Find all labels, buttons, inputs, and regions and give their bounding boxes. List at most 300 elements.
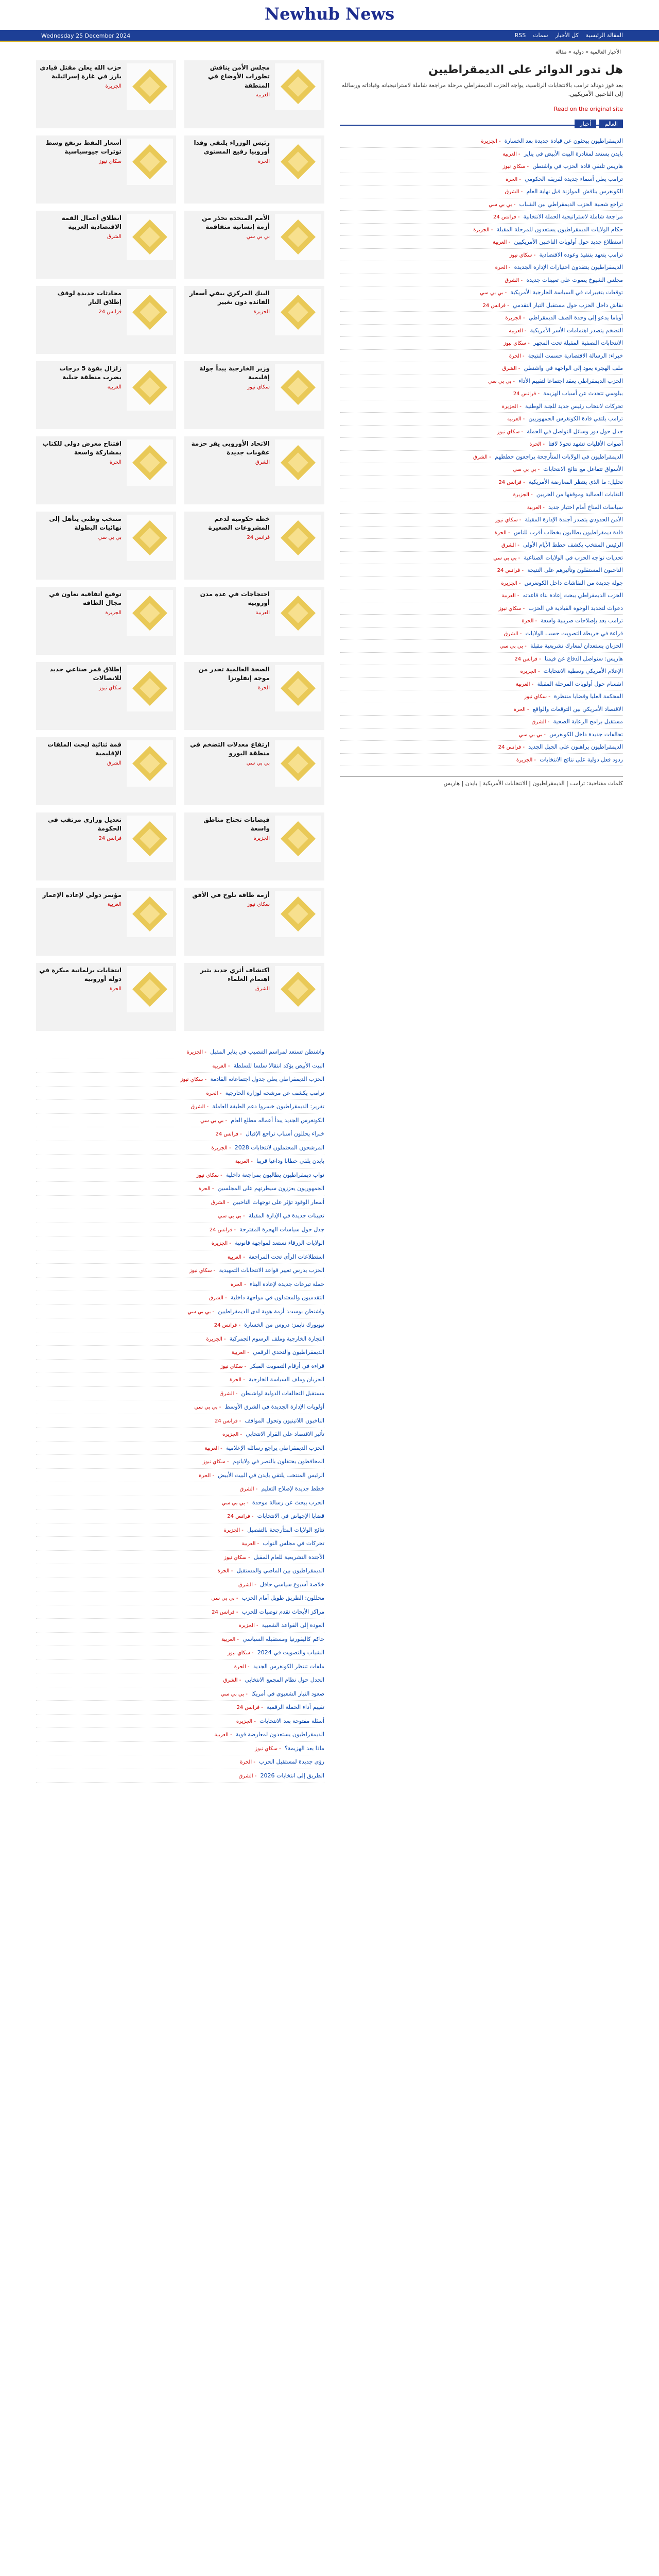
list-item xyxy=(340,615,623,628)
news-card[interactable] xyxy=(184,436,324,504)
card-title[interactable]: أزمة طاقة تلوح في الأفق xyxy=(192,891,270,899)
card-thumbnail xyxy=(127,515,173,561)
placeholder-logo-icon xyxy=(132,520,167,555)
nav-link[interactable]: RSS xyxy=(514,32,526,39)
story-source: - الجزيرة xyxy=(501,580,523,586)
story-link[interactable]: صعود التيار الشعبوي في أمريكا xyxy=(251,1690,324,1697)
story-source: - العربية xyxy=(501,593,521,599)
list-item xyxy=(340,286,623,299)
story-link[interactable]: الجدل حول نظام المجمع الانتخابي xyxy=(245,1676,324,1683)
card-title[interactable]: خطة حكومية لدعم المشروعات الصغيرة xyxy=(208,515,270,532)
story-link[interactable]: الرئيس المنتخب يكشف خطط الأيام الأولى xyxy=(523,541,623,548)
card-title[interactable]: احتجاجات في عدة مدن أوروبية xyxy=(200,590,270,607)
card-thumbnail xyxy=(127,665,173,711)
story-link[interactable]: المرشحون المحتملون لانتخابات 2028 xyxy=(234,1144,324,1151)
story-source: - الشرق xyxy=(238,1582,258,1588)
news-card[interactable] xyxy=(184,211,324,279)
list-item xyxy=(36,1673,324,1687)
story-link[interactable]: سياسات المناخ أمام اختبار جديد xyxy=(548,503,623,511)
story-link[interactable]: واشنطن تستعد لمراسم التنصيب في يناير المقبل xyxy=(210,1048,324,1055)
story-source: - الجزيرة xyxy=(206,1336,228,1342)
story-link[interactable]: الديمقراطيون ينتقدون اختيارات الإدارة الجديدة xyxy=(514,264,623,270)
story-link[interactable]: الاقتصاد الأمريكي بين التوقعات والواقع xyxy=(532,705,623,713)
card-source: الحرة xyxy=(257,158,270,164)
card-source: العربية xyxy=(107,902,122,908)
list-item xyxy=(340,362,623,375)
story-source: - الشرق xyxy=(531,719,551,725)
story-link[interactable]: خطط جديدة لإصلاح التعليم xyxy=(261,1485,324,1492)
story-source: - فرانس 24 xyxy=(498,479,527,485)
story-link[interactable]: الكونغرس الجديد يبدأ أعماله مطلع العام xyxy=(231,1116,324,1124)
story-link[interactable]: الأسواق تتفاعل مع نتائج الانتخابات xyxy=(543,466,623,472)
card-source: بي بي سي xyxy=(246,760,270,766)
news-card[interactable] xyxy=(36,60,176,128)
story-link[interactable]: مراكز الأبحاث تقدم توصيات للحزب xyxy=(241,1608,324,1615)
story-source: - فرانس 24 xyxy=(513,391,542,397)
card-source: الجزيرة xyxy=(253,309,270,315)
list-item xyxy=(340,476,623,489)
story-source: - الجزيرة xyxy=(238,1623,260,1629)
story-link[interactable]: تحليل: ما الذي ينتظر المعارضة الأمريكية xyxy=(528,478,623,485)
story-link[interactable]: تحالفات جديدة داخل الكونغرس xyxy=(549,731,623,738)
story-source: - العربية xyxy=(231,1350,251,1355)
nav-link[interactable]: سمات xyxy=(533,32,548,39)
story-source: - الجزيرة xyxy=(481,139,502,144)
story-link[interactable]: تحركات في مجلس النواب xyxy=(263,1540,324,1547)
original-link[interactable]: Read on the original site xyxy=(553,106,623,112)
tab[interactable]: العالم xyxy=(599,120,623,128)
news-card[interactable] xyxy=(36,587,176,655)
news-card[interactable] xyxy=(184,812,324,880)
story-link[interactable]: هاريس: سنواصل الدفاع عن قيمنا xyxy=(544,655,623,662)
card-title[interactable]: وزير الخارجية يبدأ جولة إقليمية xyxy=(199,365,270,381)
list-item xyxy=(340,236,623,249)
card-title[interactable]: أسعار النفط ترتفع وسط توترات جيوسياسية xyxy=(45,139,122,156)
card-title[interactable]: حزب الله يعلن مقتل قيادي بارز في غارة إسرائيلية xyxy=(40,64,122,80)
story-source: - سكاي نيوز xyxy=(495,517,523,523)
story-link[interactable]: الديمقراطيون والتحدي الرقمي xyxy=(253,1349,324,1355)
story-source: - الشرق xyxy=(238,1773,258,1779)
story-source: - الشرق xyxy=(190,1104,211,1110)
list-item xyxy=(340,261,623,274)
news-card[interactable] xyxy=(36,135,176,204)
story-link[interactable]: حكام الولايات الديمقراطيون يستعدون للمرحلة المقبلة xyxy=(496,226,623,233)
story-source: - فرانس 24 xyxy=(498,744,527,750)
card-title[interactable]: الاتحاد الأوروبي يقر حزمة عقوبات جديدة xyxy=(191,440,270,456)
story-source: - الجزيرة xyxy=(211,1241,233,1246)
story-link[interactable]: توقعات بتغييرات في السياسة الخارجية الأمريكية xyxy=(510,289,623,296)
story-link[interactable]: الرئيس المنتخب يلتقي بايدن في البيت الأبيض xyxy=(218,1471,324,1479)
list-item xyxy=(340,148,623,161)
story-link[interactable]: تقرير: الديمقراطيون خسروا دعم الطبقة العاملة xyxy=(212,1103,324,1110)
card-source: سكاي نيوز xyxy=(247,384,270,390)
card-title[interactable]: زلزال بقوة 5 درجات يضرب منطقة جبلية xyxy=(59,365,122,381)
list-item xyxy=(36,1209,324,1223)
story-link[interactable]: نيويورك تايمز: دروس من الخسارة xyxy=(244,1321,324,1328)
story-link[interactable]: الأجندة التشريعية للعام المقبل xyxy=(253,1553,324,1561)
story-source: - العربية xyxy=(527,504,546,511)
story-link[interactable]: قضايا الإجهاض في الانتخابات xyxy=(257,1513,324,1519)
story-link[interactable]: الحزب الديمقراطي يعقد اجتماعا لتقييم الأداء xyxy=(518,377,623,384)
news-card[interactable] xyxy=(36,737,176,805)
card-title[interactable]: الأمم المتحدة تحذر من أزمة إنسانية متفاقمة xyxy=(202,214,270,231)
story-source: - الجزيرة xyxy=(222,1432,244,1437)
story-link[interactable]: الأمن الحدودي يتصدر أجندة الإدارة المقبلة xyxy=(525,516,623,523)
list-item xyxy=(340,678,623,691)
story-link[interactable]: أصوات الأقليات تشهد تحولا لافتا xyxy=(548,440,623,447)
story-link[interactable]: هاريس تلتقي قادة الحزب في واشنطن xyxy=(532,163,623,170)
card-title[interactable]: محادثات جديدة لوقف إطلاق النار xyxy=(57,290,122,306)
story-link[interactable]: انقسام حول أولويات المرحلة المقبلة xyxy=(537,680,623,687)
story-link[interactable]: تقييم أداء الحملة الرقمية xyxy=(267,1704,324,1710)
story-link[interactable]: الديمقراطيون بين الماضي والمستقبل xyxy=(236,1567,324,1574)
story-link[interactable]: الانتخابات النصفية المقبلة تحت المجهر xyxy=(533,340,623,346)
header xyxy=(0,0,659,30)
list-item xyxy=(340,754,623,767)
story-link[interactable]: الناخبون المستقلون وتأثيرهم على النتيجة xyxy=(527,567,623,573)
story-source: - فرانس 24 xyxy=(497,568,526,573)
story-source: - العربية xyxy=(507,416,527,422)
story-link[interactable]: مستقبل برامج الرعاية الصحية xyxy=(553,718,623,725)
story-source: - الحرة xyxy=(494,530,512,536)
list-item xyxy=(340,552,623,565)
story-link[interactable]: المحافظون يحتفلون بالنصر في ولاياتهم xyxy=(232,1458,324,1465)
story-link[interactable]: الحزبان يستعدان لمعارك تشريعية مقبلة xyxy=(530,642,623,649)
list-item xyxy=(340,653,623,666)
list-item xyxy=(36,1769,324,1783)
card-source: الحرة xyxy=(257,685,270,691)
news-card[interactable] xyxy=(36,512,176,580)
story-link[interactable]: ترامب يعد بإصلاحات ضريبية واسعة xyxy=(541,617,623,624)
story-link[interactable]: محللون: الطريق طويل أمام الحزب xyxy=(241,1595,324,1601)
card-source: فرانس 24 xyxy=(98,835,122,841)
story-link[interactable]: الحزب الديمقراطي يراجع رسائله الإعلامية xyxy=(226,1444,324,1451)
placeholder-logo-icon xyxy=(281,746,316,781)
placeholder-logo-icon xyxy=(132,69,167,104)
story-link[interactable]: مراجعة شاملة لاستراتيجية الحملة الانتخابية xyxy=(523,213,623,220)
list-item xyxy=(36,1291,324,1305)
placeholder-logo-icon xyxy=(281,821,316,856)
story-link[interactable]: تحديات تواجه الحزب في الولايات الصناعية xyxy=(524,554,623,561)
story-link[interactable]: جدل حول دور وسائل التواصل في الحملة xyxy=(527,428,623,435)
placeholder-logo-icon xyxy=(281,972,316,1007)
story-link[interactable]: جولة جديدة من النقاشات داخل الكونغرس xyxy=(524,579,623,586)
story-link[interactable]: خلاصة أسبوع سياسي حافل xyxy=(260,1581,324,1588)
list-item xyxy=(36,1059,324,1073)
news-card[interactable] xyxy=(184,737,324,805)
card-title[interactable]: توقيع اتفاقية تعاون في مجال الطاقة xyxy=(49,590,122,607)
list-item xyxy=(36,1646,324,1660)
card-title[interactable]: اكتشاف أثري جديد يثير اهتمام العلماء xyxy=(200,967,270,983)
story-source: - سكاي نيوز xyxy=(255,1745,283,1752)
story-link[interactable]: الديمقراطيون في الولايات المتأرجحة يراجعون خططهم xyxy=(494,453,623,460)
list-item xyxy=(36,1564,324,1578)
story-link[interactable]: حملة تبرعات جديدة لإعادة البناء xyxy=(250,1280,324,1287)
news-card[interactable] xyxy=(36,436,176,504)
story-source: - الشرق xyxy=(504,631,524,637)
list-item xyxy=(340,426,623,438)
story-link[interactable]: مستقبل التحالفات الدولية لواشنطن xyxy=(241,1389,324,1397)
list-item xyxy=(36,1073,324,1087)
story-link[interactable]: نقاش داخل الحزب حول مستقبل التيار التقدمي xyxy=(513,301,623,309)
list-item xyxy=(36,1578,324,1592)
story-link[interactable]: تراجع شعبية الحزب الديمقراطي بين الشباب xyxy=(519,200,623,208)
story-link[interactable]: الطريق إلى انتخابات 2026 xyxy=(260,1772,324,1779)
story-link[interactable]: بايدن يلقي خطابا وداعيا قريبا xyxy=(256,1158,324,1164)
story-link[interactable]: أسعار الوقود تؤثر على توجهات الناخبين xyxy=(232,1198,324,1206)
list-item xyxy=(36,1223,324,1237)
list-item xyxy=(36,1236,324,1250)
story-link[interactable]: الديمقراطيون يستعدون لمعارضة قوية xyxy=(235,1731,324,1738)
story-link[interactable]: خبراء: الرسالة الاقتصادية حسمت النتيجة xyxy=(528,352,623,359)
list-item xyxy=(36,1687,324,1701)
placeholder-logo-icon xyxy=(281,370,316,405)
story-link[interactable]: بايدن يستعد لمغادرة البيت الأبيض في يناير xyxy=(524,150,623,157)
story-link[interactable]: ترامب يتعهد بتنفيذ وعوده الاقتصادية xyxy=(539,251,623,258)
story-source: - بي بي سي xyxy=(489,201,517,208)
news-card[interactable] xyxy=(36,662,176,730)
news-card[interactable] xyxy=(184,587,324,655)
site-logo[interactable]: Newhub News xyxy=(264,4,395,24)
story-link[interactable]: قراءة في خريطة التصويت حسب الولايات xyxy=(525,630,623,637)
card-thumbnail xyxy=(275,740,321,787)
story-link[interactable]: الديمقراطيون يراهنون على الجيل الجديد xyxy=(528,743,623,750)
story-link[interactable]: الحزب يبحث عن رسالة موحدة xyxy=(252,1499,324,1506)
story-source: - الحرة xyxy=(217,1568,235,1574)
story-link[interactable]: ترامب يعلن أسماء جديدة لفريقه الحكومي xyxy=(525,175,623,182)
list-item xyxy=(36,1087,324,1100)
card-title[interactable]: ارتفاع معدلات التضخم في منطقة اليورو xyxy=(190,741,270,757)
news-card[interactable] xyxy=(184,135,324,204)
story-link[interactable]: الديمقراطيون يبحثون عن قيادة جديدة بعد الخسارة xyxy=(504,138,623,144)
placeholder-logo-icon xyxy=(132,972,167,1007)
story-link[interactable]: ترامب يكشف عن مرشحه لوزارة الخارجية xyxy=(225,1089,324,1096)
news-card[interactable] xyxy=(184,286,324,354)
story-source: - بي بي سي xyxy=(194,1404,223,1410)
nav-link[interactable]: كل الأخبار xyxy=(555,32,579,39)
list-item xyxy=(340,716,623,728)
story-link[interactable]: النقابات العمالية وموقفها من الحزبين xyxy=(536,491,623,498)
story-source: - فرانس 24 xyxy=(227,1514,255,1519)
list-item xyxy=(36,1537,324,1551)
story-source: - الجزيرة xyxy=(236,1718,258,1724)
card-title[interactable]: قمة ثنائية لبحث الملفات الإقليمية xyxy=(47,741,122,757)
card-grid xyxy=(36,60,324,1031)
story-link[interactable]: ملفات تنتظر الكونغرس الجديد xyxy=(253,1663,324,1670)
placeholder-logo-icon xyxy=(132,896,167,931)
list-item xyxy=(36,1482,324,1496)
news-card[interactable] xyxy=(36,211,176,279)
story-link[interactable]: بيلوسي تتحدث عن أسباب الهزيمة xyxy=(543,390,623,397)
tab[interactable]: أخبار xyxy=(575,120,596,128)
list-item xyxy=(340,501,623,514)
story-source: - بي بي سي xyxy=(187,1309,216,1315)
news-card[interactable] xyxy=(36,963,176,1031)
story-source: - سكاي نيوز xyxy=(504,341,531,346)
card-source: الشرق xyxy=(107,233,122,240)
story-link[interactable]: الإعلام الأمريكي وتغطية الانتخابات xyxy=(543,668,623,674)
story-source: - فرانس 24 xyxy=(215,1418,243,1424)
card-thumbnail xyxy=(127,816,173,862)
story-link[interactable]: الحزب الديمقراطي يعلن جدول اجتماعاته القادمة xyxy=(210,1076,324,1082)
story-link[interactable]: أسئلة مفتوحة بعد الانتخابات xyxy=(259,1717,324,1724)
card-title[interactable]: مؤتمر دولي لإعادة الإعمار xyxy=(42,891,122,899)
story-source: - العربية xyxy=(221,1636,241,1642)
list-item xyxy=(340,325,623,337)
story-link[interactable]: العودة إلى القواعد الشعبية xyxy=(262,1622,324,1629)
news-card[interactable] xyxy=(184,361,324,429)
keywords: كلمات مفتاحية: ترامب | الديمقراطيون | الانتخابات الأمريكية | بايدن | هاريس xyxy=(340,776,623,787)
list-item xyxy=(36,1100,324,1114)
placeholder-logo-icon xyxy=(281,520,316,555)
story-source: - سكاي نيوز xyxy=(502,164,531,170)
list-item xyxy=(340,488,623,501)
story-source: - الجزيرة xyxy=(473,227,495,233)
list-item xyxy=(340,211,623,224)
story-link[interactable]: الجمهوريون يعززون سيطرتهم على المجلسين xyxy=(217,1185,324,1192)
card-title[interactable]: افتتاح معرض دولي للكتاب بمشاركة واسعة xyxy=(42,440,122,456)
story-link[interactable]: واشنطن بوست: أزمة هوية لدى الديمقراطيين xyxy=(218,1308,324,1315)
list-item xyxy=(340,135,623,148)
story-source: - الحرة xyxy=(206,1090,223,1096)
story-link[interactable]: الحزب الديمقراطي يبحث إعادة بناء قاعدته xyxy=(523,592,623,599)
card-title[interactable]: منتخب وطني يتأهل إلى نهائيات البطولة xyxy=(49,515,122,532)
card-source: الحرة xyxy=(109,986,122,992)
card-title[interactable]: انطلاق أعمال القمة الاقتصادية العربية xyxy=(61,214,122,231)
story-link[interactable]: التضخم يتصدر اهتمامات الأسر الأمريكية xyxy=(530,327,623,334)
placeholder-logo-icon xyxy=(281,596,316,631)
news-card[interactable] xyxy=(184,512,324,580)
story-link[interactable]: تأثير الاقتصاد على القرار الانتخابي xyxy=(246,1431,324,1437)
story-link[interactable]: رؤى جديدة لمستقبل الحزب xyxy=(259,1758,324,1765)
news-card[interactable] xyxy=(184,888,324,956)
story-source: - فرانس 24 xyxy=(214,1323,242,1328)
card-source: الجزيرة xyxy=(105,83,122,89)
list-item xyxy=(340,728,623,741)
story-link[interactable]: خبراء يحللون أسباب تراجع الإقبال xyxy=(245,1130,324,1137)
card-thumbnail xyxy=(275,289,321,335)
story-link[interactable]: نتائج الولايات المتأرجحة بالتفصيل xyxy=(247,1526,324,1533)
list-item xyxy=(36,1264,324,1278)
news-card[interactable] xyxy=(36,888,176,956)
list-item xyxy=(36,1715,324,1728)
story-link[interactable]: مجلس الشيوخ يصوت على تعيينات جديدة xyxy=(526,276,623,283)
story-source: - العربية xyxy=(214,1732,234,1738)
story-source: - فرانس 24 xyxy=(209,1227,238,1233)
list-item xyxy=(36,1455,324,1469)
story-link[interactable]: نواب ديمقراطيون يطالبون بمراجعة داخلية xyxy=(226,1171,324,1178)
list-item xyxy=(36,1701,324,1715)
story-link[interactable]: الشباب والتصويت في 2024 xyxy=(257,1649,324,1656)
story-link[interactable]: تعيينات جديدة في الإدارة المقبلة xyxy=(248,1212,324,1219)
story-source: - الحرة xyxy=(198,1186,216,1192)
card-title[interactable]: انتخابات برلمانية مبكرة في دولة أوروبية xyxy=(39,967,122,983)
story-source: - العربية xyxy=(235,1159,255,1164)
card-source: العربية xyxy=(255,609,270,616)
news-card[interactable] xyxy=(36,361,176,429)
nav-link[interactable]: المقالة الرئيسية xyxy=(585,32,623,39)
list-item xyxy=(340,527,623,539)
story-link[interactable]: الكونغرس يناقش الموازنة قبل نهاية العام xyxy=(526,188,623,195)
list-item xyxy=(36,1619,324,1633)
card-title[interactable]: الصحة العالمية تحذر من موجة إنفلونزا xyxy=(198,666,270,682)
news-card[interactable] xyxy=(184,963,324,1031)
card-title[interactable]: فيضانات تجتاح مناطق واسعة xyxy=(203,816,270,833)
story-source: - الجزيرة xyxy=(211,1145,233,1151)
news-card[interactable] xyxy=(184,60,324,128)
list-item xyxy=(340,375,623,388)
story-link[interactable]: دعوات لتجديد الوجوه القيادية في الحزب xyxy=(528,604,623,612)
story-link[interactable]: الولايات الزرقاء تستعد لمواجهة قانونية xyxy=(235,1240,324,1246)
list-item xyxy=(36,1278,324,1292)
story-link[interactable]: قراءة في أرقام التصويت المبكر xyxy=(250,1362,324,1369)
news-card[interactable] xyxy=(36,286,176,354)
placeholder-logo-icon xyxy=(132,671,167,706)
placeholder-logo-icon xyxy=(132,295,167,330)
list-item xyxy=(340,249,623,262)
list-item xyxy=(36,1250,324,1264)
list-item xyxy=(36,1182,324,1196)
card-thumbnail xyxy=(127,439,173,486)
card-title[interactable]: رئيس الوزراء يلتقي وفدا أوروبيا رفيع المستوى xyxy=(194,139,270,156)
story-source: - بي بي سي xyxy=(220,1691,249,1697)
story-link[interactable]: ردود فعل دولية على نتائج الانتخابات xyxy=(540,756,623,763)
card-thumbnail xyxy=(275,63,321,110)
placeholder-logo-icon xyxy=(132,746,167,781)
card-thumbnail xyxy=(275,214,321,260)
story-link[interactable]: حاكم كاليفورنيا ومستقبله السياسي xyxy=(242,1635,324,1642)
list-item xyxy=(36,1633,324,1647)
card-source: العربية xyxy=(255,92,270,98)
story-link[interactable]: استطلاعات الرأي تحت المراجعة xyxy=(249,1253,324,1260)
story-source: - فرانس 24 xyxy=(514,656,543,662)
story-source: - بي بي سي xyxy=(499,643,528,649)
news-card[interactable] xyxy=(184,662,324,730)
story-source: - الشرق xyxy=(505,189,525,195)
card-thumbnail xyxy=(127,891,173,937)
card-title[interactable]: البنك المركزي يبقي أسعار الفائدة دون تغيير xyxy=(189,290,270,306)
story-link[interactable]: ملف الهجرة يعود إلى الواجهة في واشنطن xyxy=(524,365,623,371)
story-link[interactable]: البيت الأبيض يؤكد انتقالا سلسا للسلطة xyxy=(233,1062,324,1069)
list-item xyxy=(340,741,623,754)
story-link[interactable]: استطلاع جديد حول أولويات الناخبين الأمريكيين xyxy=(514,239,623,245)
story-source: - الجزيرة xyxy=(513,492,534,498)
story-link[interactable]: ترامب يلتقي قادة الكونغرس الجمهوريين xyxy=(528,415,623,422)
story-source: - سكاي نيوز xyxy=(196,1172,224,1178)
story-link[interactable]: جدل حول سياسات الهجرة المقترحة xyxy=(239,1226,324,1233)
story-link[interactable]: التجارة الخارجية وملف الرسوم الجمركية xyxy=(229,1335,324,1342)
card-title[interactable]: تعديل وزاري مرتقب في الحكومة xyxy=(47,816,122,833)
story-link[interactable]: أولويات الإدارة الجديدة في الشرق الأوسط xyxy=(224,1403,324,1410)
story-source: - الشرق xyxy=(501,543,521,548)
story-link[interactable]: الناخبون اللاتينيون وتحول المواقف xyxy=(245,1417,324,1424)
card-title[interactable]: إطلاق قمر صناعي جديد للاتصالات xyxy=(49,666,122,682)
story-link[interactable]: الحزب يدرس تغيير قواعد الانتخابات التمهيدية xyxy=(219,1267,324,1274)
story-link[interactable]: قادة ديمقراطيون يطالبون بخطاب أقرب للناس xyxy=(513,529,623,536)
story-link[interactable]: تحركات لانتخاب رئيس جديد للجنة الوطنية xyxy=(525,402,623,410)
news-card[interactable] xyxy=(36,812,176,880)
list-item xyxy=(36,1496,324,1510)
card-title[interactable]: مجلس الأمن يناقش تطورات الأوضاع في المنطقة xyxy=(208,64,270,89)
story-link[interactable]: الحزبان وملف السياسة الخارجية xyxy=(249,1376,324,1383)
story-link[interactable]: ماذا بعد الهزيمة؟ xyxy=(284,1744,324,1752)
placeholder-logo-icon xyxy=(132,219,167,255)
list-item xyxy=(340,514,623,527)
story-link[interactable]: أوباما يدعو إلى وحدة الصف الديمقراطي xyxy=(528,314,623,321)
card-source: العربية xyxy=(107,384,122,390)
story-link[interactable]: المحكمة العليا وقضايا منتظرة xyxy=(554,693,623,700)
story-link[interactable]: التقدميون والمعتدلون في مواجهة داخلية xyxy=(230,1294,324,1301)
